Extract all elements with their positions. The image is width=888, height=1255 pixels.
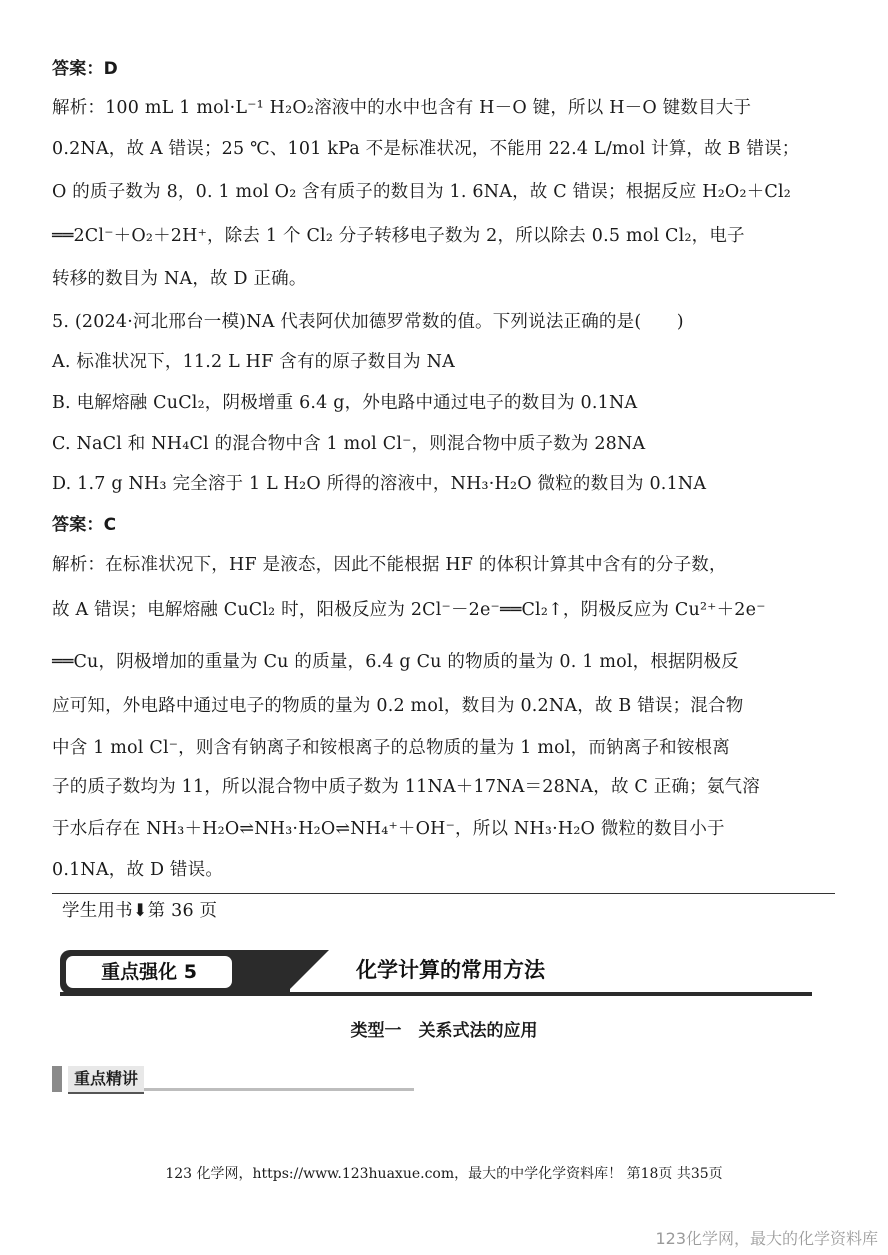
- type-title: 类型一 关系式法的应用: [350, 1021, 538, 1041]
- option-a: A. 标准状况下，11.2 L HF 含有的原子数目为 NA: [52, 352, 455, 372]
- key-points-bar: [52, 1066, 62, 1092]
- section-tab: [60, 950, 290, 994]
- option-b: B. 电解熔融 CuCl₂，阴极增重 6.4 g，外电路中通过电子的数目为 0.1NA: [52, 393, 638, 413]
- page-footer: 123 化学网，https://www.123huaxue.com，最大的中学化学资料库！ 第18页 共35页: [165, 1166, 723, 1182]
- analysis-line: 中含 1 mol Cl⁻，则含有钠离子和铵根离子的总物质的量为 1 mol，而钠离子和铵根离: [52, 738, 730, 758]
- analysis-line: 故 A 错误；电解熔融 CuCl₂ 时，阳极反应为 2Cl⁻－2e⁻══Cl₂↑，阴极反应为 Cu²⁺＋2e⁻: [52, 600, 766, 620]
- analysis-line: 于水后存在 NH₃＋H₂O⇌NH₃·H₂O⇌NH₄⁺＋OH⁻，所以 NH₃·H₂O 微粒的数目小于: [52, 819, 725, 839]
- section-title: 化学计算的常用方法: [356, 958, 545, 982]
- analysis-line: ══Cu，阴极增加的重量为 Cu 的质量，6.4 g Cu 的物质的量为 0. 1 mol，根据阴极反: [52, 652, 739, 672]
- analysis-line: 0.1NA，故 D 错误。: [52, 860, 224, 880]
- key-points-heading: [52, 1066, 414, 1092]
- watermark: 123化学网，最大的化学资料库: [655, 1229, 878, 1248]
- answer-q4: 答案：D: [52, 59, 118, 79]
- student-book-page-ref: 学生用书⬇第 36 页: [62, 901, 218, 921]
- analysis-line: O 的质子数为 8，0. 1 mol O₂ 含有质子的数目为 1. 6NA，故 C 错误；根据反应 H₂O₂＋Cl₂: [52, 182, 792, 202]
- question-5-stem: 5. (2024·河北邢台一模)NA 代表阿伏加德罗常数的值。下列说法正确的是( ): [52, 312, 684, 332]
- option-d: D. 1.7 g NH₃ 完全溶于 1 L H₂O 所得的溶液中，NH₃·H₂O 微粒的数目为 0.1NA: [52, 474, 707, 494]
- section-tab-label: 重点强化 5: [66, 956, 232, 988]
- section-header: [60, 950, 812, 996]
- section-underline: [60, 992, 812, 996]
- option-c: C. NaCl 和 NH₄Cl 的混合物中含 1 mol Cl⁻，则混合物中质子数为 28NA: [52, 434, 646, 454]
- section-tab-slope: [285, 950, 329, 994]
- analysis-line: 子的质子数均为 11，所以混合物中质子数为 11NA＋17NA＝28NA，故 C 正确；氨气溶: [52, 777, 760, 797]
- divider: [52, 893, 835, 894]
- analysis-line: 应可知，外电路中通过电子的物质的量为 0.2 mol，数目为 0.2NA，故 B 错误；混合物: [52, 696, 744, 716]
- analysis-line: ══2Cl⁻＋O₂＋2H⁺，除去 1 个 Cl₂ 分子转移电子数为 2，所以除去 0.5 mol Cl₂，电子: [52, 226, 745, 246]
- analysis-line: 0.2NA，故 A 错误；25 ℃、101 kPa 不是标准状况，不能用 22.4 L/mol 计算，故 B 错误；: [52, 139, 800, 159]
- analysis-line: 转移的数目为 NA，故 D 正确。: [52, 269, 307, 289]
- analysis-line: 解析：在标准状况下，HF 是液态，因此不能根据 HF 的体积计算其中含有的分子数，: [52, 555, 727, 575]
- answer-q5: 答案：C: [52, 515, 117, 535]
- analysis-line: 解析：100 mL 1 mol·L⁻¹ H₂O₂溶液中的水中也含有 H－O 键，所以 H－O 键数目大于: [52, 98, 752, 118]
- key-points-label: 重点精讲: [68, 1066, 144, 1094]
